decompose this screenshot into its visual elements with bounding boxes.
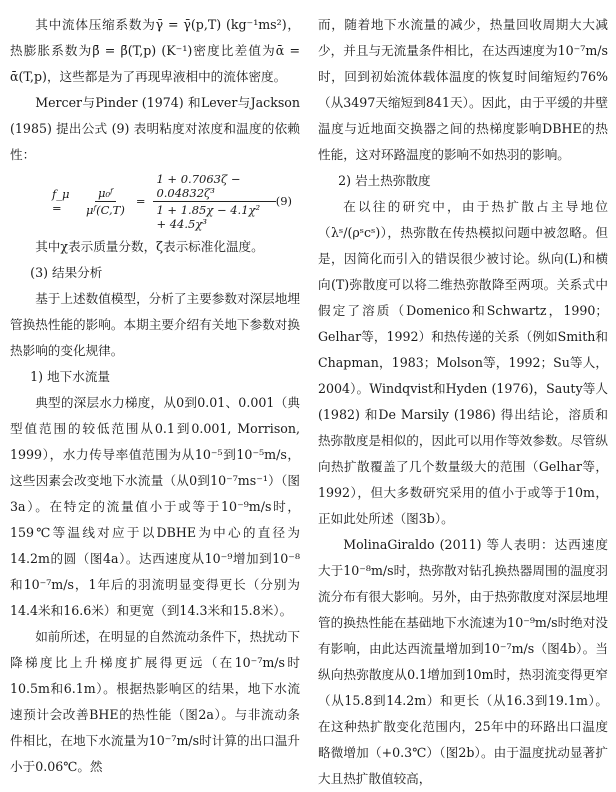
paragraph-viscosity-intro: Mercer与Pinder (1974) 和Lever与Jackson (1985) 提出公式 (9) 表明粘度对浓度和温度的依赖性： (10, 95, 300, 162)
paragraph-groundwater-gradient: 典型的深层水力梯度，从0到0.01、0.001（典型值范围的较低范围从0.1到0.001, Morrison, 1999），水力传导率值范围为从10⁻⁵到10⁻⁵m/s，这些因素会改变地下水流量（从0到10⁻⁷ms⁻¹）（图3a）。在特定的流量值小于或等于10⁻⁹m/s时，159℃等温线对应于以DBHE为中心的直径为14.2m的圆（图4a）。达西速度从10⁻⁹增加到10⁻⁸和10⁻⁷m/s，1年后的羽流明显变得更长（分别为14.4米和16.6米）和更宽（到14.3米和15.8米）。 (10, 395, 300, 618)
paragraph-results-intro: 基于上述数值模型，分析了主要参数对深层地埋管换热性能的影响。本期主要介绍有关地下参数对换热影响的变化规律。 (10, 291, 300, 358)
left-column (10, 12, 300, 780)
subsection-heading-groundwater: 1) 地下水流量 (30, 369, 111, 384)
equation-fraction-2-numerator: 1 + 0.7063ζ − 0.04832ζ³ (153, 172, 275, 202)
right-column (318, 12, 608, 792)
equation-equals: = (135, 194, 146, 208)
paragraph-thermal-dispersion: 在以往的研究中，由于热扩散占主导地位（λˢ/(ρˢcˢ)），热弥散在传热模拟问题中被忽略。但是，因简化而引入的错误很少被讨论。纵向(L)和横向(T)弥散度可以将二维热弥散降至两项。关系式中假定了溶质（Domenico和Schwartz，1990；Gelhar等，1992）和热传递的关系（例如Smith和Chapman，1983；Molson等，1992；Su等人，2004）。Windqvist和Hyden (1976)，Sauty等人 (1982) 和De Marsily (1986) 得出结论，溶质和热弥散度是相似的，因此可以用作等效参数。尽管纵向热扩散覆盖了几个数量级大的范围（Gelhar等，1992），但大多数研究采用的值小于或等于10m，正如此处所述（图3b）。 (318, 199, 608, 526)
paragraph-recovery-continued: 而，随着地下水流量的减少，热量回收周期大大减少，并且与无流量条件相比，在达西速度为10⁻⁷m/s时，回到初始流体载体温度的恢复时间缩短约76%（从3497天缩短到841天）。因此，由于平缓的井壁温度与近地面交换器之间的热梯度影响DBHE的热性能，这对环路温度的影响不如热羽的影响。 (318, 17, 608, 162)
paragraph-variable-definitions: 其中χ表示质量分数，ζ表示标准化温度。 (35, 239, 264, 254)
equation-fraction-2 (153, 172, 275, 231)
paragraph-natural-flow: 如前所述，在明显的自然流动条件下，热扰动下降梯度比上升梯度扩展得更远（在10⁻⁷m/s时10.5m和6.1m）。根据热影响区的结果，地下水流速预计会改善BHE的热性能（图2a）。与非流动条件相比，在地下水流量为10⁻⁷m/s时计算的出口温升小于0.06℃。然 (10, 629, 300, 774)
equation-fraction-2-denominator: 1 + 1.85χ − 4.1χ² + 44.5χ³ (156, 202, 261, 231)
equation-fraction-1 (83, 186, 128, 217)
equation-fraction-1-denominator: μᶠ(C,T) (85, 202, 125, 217)
equation-fraction-1-numerator: μ₀ᶠ (95, 186, 116, 202)
section-heading-results: (3) 结果分析 (30, 265, 103, 280)
subsection-heading-dispersion: 2) 岩土热弥散度 (338, 173, 431, 188)
paragraph-molina-giraldo: MolinaGiraldo (2011) 等人表明：达西速度大于10⁻⁸m/s时，热弥散对钻孔换热器周围的温度羽流分布有很大影响。另外，由于热弥散度对深层地埋管的换热性能在基础地下水流速为10⁻⁹m/s时绝对没有影响，由此达西流量增加到10⁻⁷m/s（图4b）。当纵向热弥散度从0.1增加到10m时，热羽流变得更窄（从15.8到14.2m）和更长（从16.3到19.1m）。在这种热扩散变化范围内，25年中的环路出口温度略微增加（+0.3℃）（图2b）。由于温度扰动显著扩大且热扩散值较高， (318, 537, 608, 786)
equation-lhs: f_μ = (52, 187, 70, 215)
equation-9 (10, 172, 300, 230)
equation-body (52, 172, 276, 231)
equation-number: (9) (275, 194, 292, 208)
paragraph-compressibility: 其中流体压缩系数为γ̄ = γ̄(p,T) (kg⁻¹ms²)，热膨胀系数为β̄ = β̄(T,p) (K⁻¹)密度比差值为ᾱ = ᾱ(T,p)，这些都是为了再现卑液相中的流体密度。 (10, 17, 300, 84)
